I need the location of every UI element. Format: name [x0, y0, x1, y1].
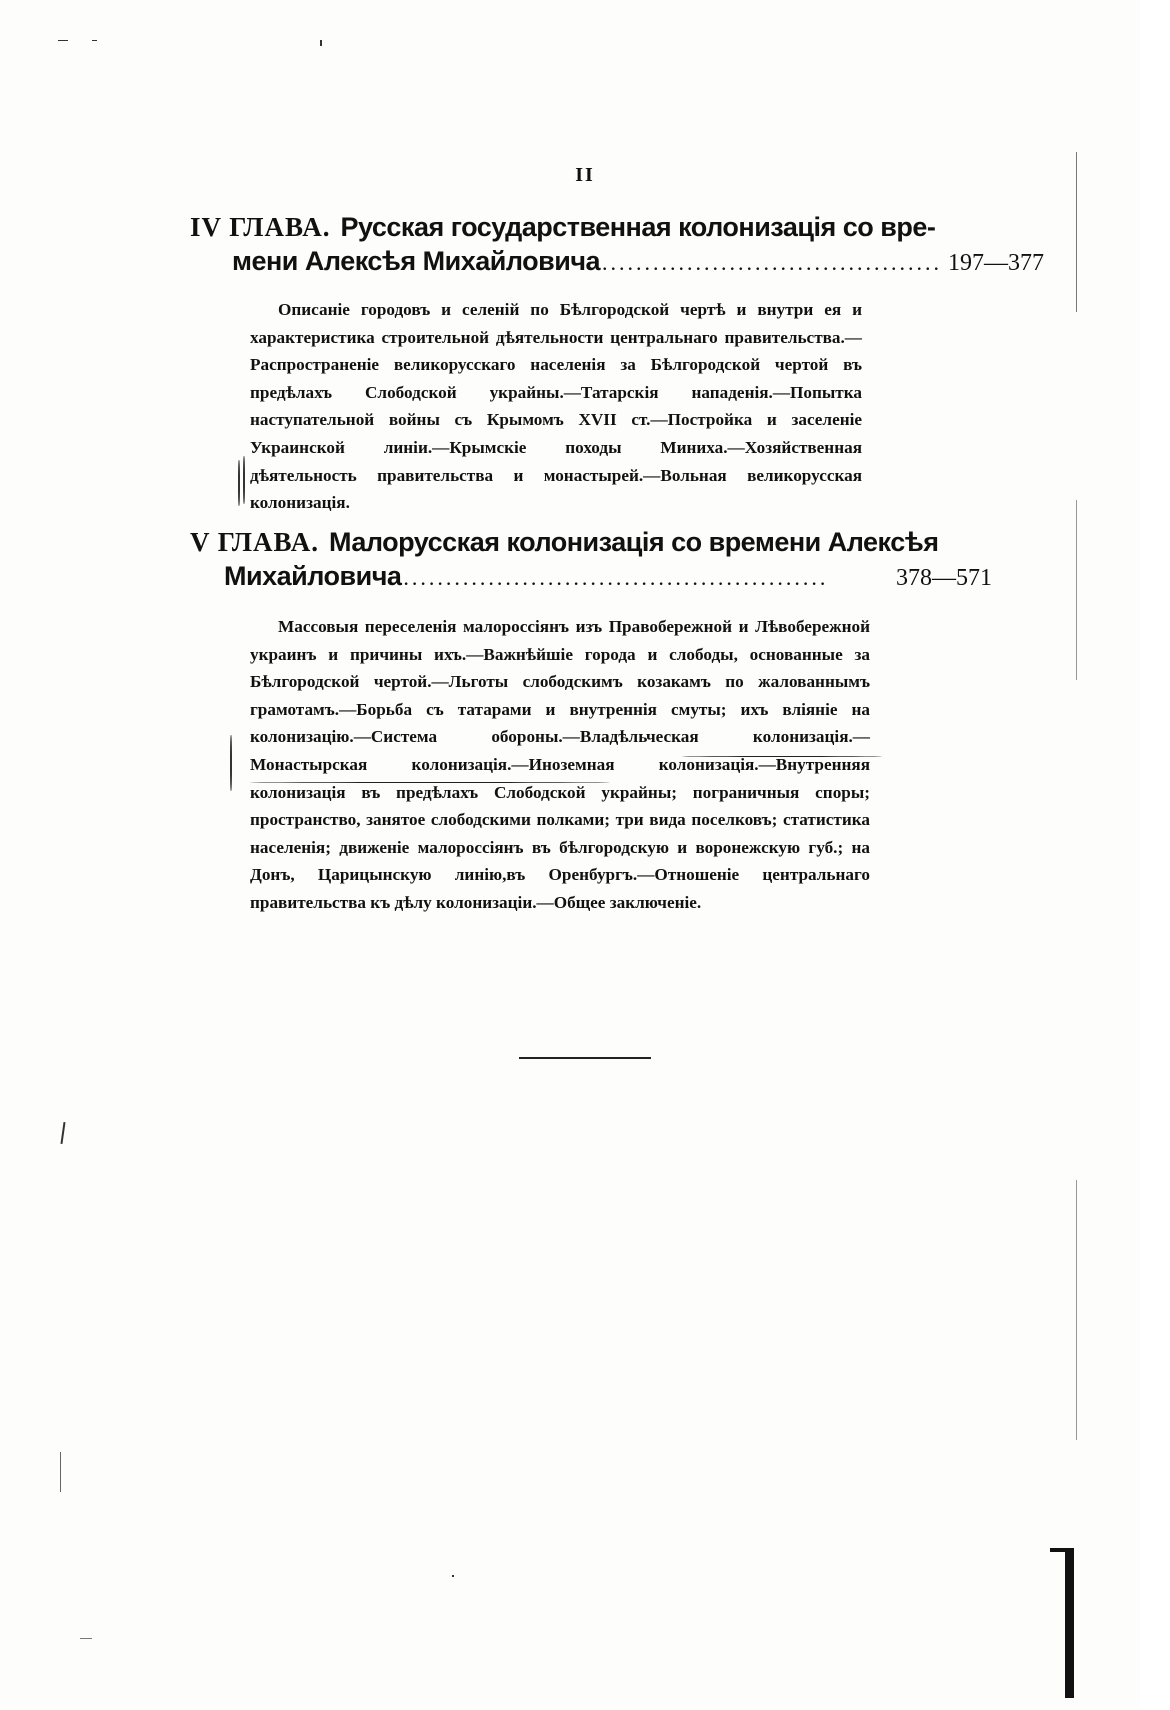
margin-pencil-mark	[243, 456, 245, 504]
chapter-entry	[190, 210, 1045, 517]
scan-mark-bottom-right-bar	[1065, 1548, 1074, 1698]
scan-mark-top-left	[58, 40, 68, 41]
page-number: II	[575, 164, 595, 186]
chapter-title-line1: Русская государственная колонизація со вре-	[340, 212, 936, 242]
chapter-summary: Массовыя переселенія малороссіянъ изъ Правобережной и Лѣвобережной украинъ и причины ихъ.—Важнѣйшіе города и слободы, основанные за Бѣлгородской чертой.—Льготы слободскимъ козакамъ по жалованнымъ грамотамъ.—Борьба съ татарами и внутреннія смуты; ихъ вліяніе на колонизацію.—Система обороны.—Владѣльческая колонизація.—Монастырская колонизація.—Иноземная колонизація.—Внутренняя колонизація въ предѣлахъ Слободской украйны; пограничныя споры; пространство, занятое слободскими полками; три вида поселковъ; статистика населенія; движеніе малороссіянъ въ бѣлгородскую и воронежскую губ.; на Донъ, Царицынскую линію,въ Оренбургъ.—Отношеніе центральнаго правительства къ дѣлу колонизаціи.—Общее заключеніе.	[250, 617, 870, 912]
margin-pencil-mark	[230, 735, 232, 791]
scan-mark-top	[320, 40, 322, 46]
pencil-underline	[250, 782, 610, 783]
scan-mark-left-dashes	[60, 1452, 61, 1492]
scan-mark-right-edge-2	[1076, 500, 1077, 680]
scan-mark-top-left-2	[92, 40, 97, 41]
scan-mark-right-edge-3	[1076, 1180, 1077, 1440]
chapter-entry	[190, 525, 992, 917]
chapter-title-line1: Малорусская колонизація со времени Алексѣя	[329, 527, 939, 557]
scan-mark-bottom-center	[452, 1575, 454, 1577]
chapter-heading-line2	[190, 244, 1045, 280]
chapter-label: IV ГЛАВА.	[190, 212, 331, 242]
chapter-heading	[190, 525, 980, 559]
leader-dots: ........................................	[602, 250, 943, 275]
chapter-title-line2: мени Алексѣя Михайловича	[232, 246, 601, 276]
chapter-heading	[190, 210, 980, 244]
chapter-title-line2: Михайловича	[224, 561, 402, 591]
page-range: 378—571	[896, 565, 992, 591]
page-range: 197—377	[948, 250, 1045, 276]
leader-dots: ..................................................	[403, 565, 829, 590]
margin-pencil-mark	[238, 460, 240, 506]
scan-mark-bottom-right-cap	[1050, 1548, 1066, 1552]
scan-mark-left-stroke	[60, 1122, 65, 1144]
chapter-heading-line2	[190, 559, 992, 595]
pencil-underline	[682, 756, 882, 757]
chapter-label: V ГЛАВА.	[190, 527, 320, 557]
scan-mark-bottom-left	[80, 1638, 92, 1639]
chapter-summary: Описаніе городовъ и селеній по Бѣлгородской чертѣ и внутри ея и характеристика строительной дѣятельности центральнаго правительства.—Распространеніе великорусскаго населенія за Бѣлгородской чертой въ предѣлахъ Слободской украйны.—Татарскія нападенія.—Попытка наступательной войны съ Крымомъ XVII ст.—Постройка и заселеніе Украинской линіи.—Крымскіе походы Миниха.—Хозяйственная дѣятельность правительства и монастырей.—Вольная великорусская колонизація.	[250, 300, 862, 513]
section-divider	[519, 1057, 651, 1059]
